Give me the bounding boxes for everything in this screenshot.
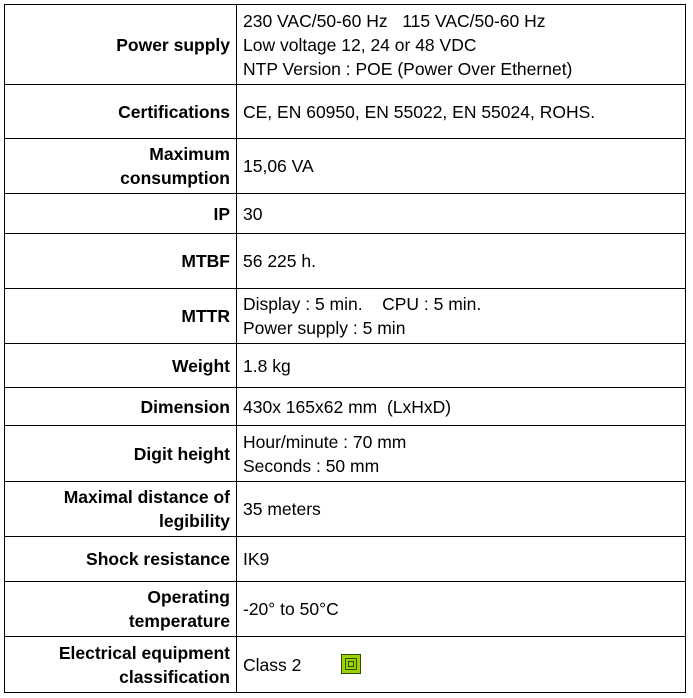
value-line: 56 225 h. — [243, 251, 316, 271]
row-label-dimension: Dimension — [5, 388, 237, 426]
row-value-certifications — [237, 85, 686, 139]
table-row — [5, 344, 686, 388]
value-line: Hour/minute : 70 mm — [243, 431, 407, 452]
value-line: Class 2 — [243, 654, 302, 675]
label-line: temperature — [128, 611, 230, 631]
row-value-mttr — [237, 289, 686, 344]
specifications-table — [4, 4, 686, 693]
row-value-power-supply — [237, 5, 686, 85]
value-line: 430x 165x62 mm (LxHxD) — [243, 396, 452, 417]
row-label-power-supply: Power supply — [5, 5, 237, 85]
value-line: 30 — [243, 203, 263, 224]
table-row — [5, 85, 686, 139]
value-line: 230 VAC/50-60 Hz 115 VAC/50-60 Hz — [243, 10, 546, 31]
row-value-mtbf — [237, 234, 686, 289]
table-row — [5, 289, 686, 344]
row-label-mttr: MTTR — [5, 289, 237, 344]
label-line: Maximal distance of — [63, 487, 230, 507]
value-line: Display : 5 min. CPU : 5 min. — [243, 294, 482, 314]
label-line: Operating — [147, 587, 230, 607]
table-row — [5, 482, 686, 537]
class-ii-double-insulation-icon — [341, 654, 361, 674]
row-value-maximum-consumption — [237, 139, 686, 194]
row-value-operating-temperature — [237, 582, 686, 637]
value-line: 1.8 kg — [243, 355, 291, 376]
row-value-digit-height — [237, 426, 686, 482]
value-line: IK9 — [243, 549, 270, 569]
value-line: 15,06 VA — [243, 156, 314, 176]
row-label-ip: IP — [5, 194, 237, 234]
label-line: Electrical equipment — [58, 642, 230, 663]
row-value-maximal-distance-of-legibility — [237, 482, 686, 537]
value-line: NTP Version : POE (Power Over Ethernet) — [243, 58, 573, 79]
value-line: Seconds : 50 mm — [243, 455, 380, 476]
value-line: Power supply : 5 min — [243, 318, 406, 338]
row-value-ip — [237, 194, 686, 234]
row-value-dimension — [237, 388, 686, 426]
value-line: Low voltage 12, 24 or 48 VDC — [243, 34, 477, 55]
table-row — [5, 426, 686, 482]
table-row — [5, 637, 686, 693]
table-row — [5, 537, 686, 582]
label-line: classification — [119, 666, 230, 687]
value-line: 35 meters — [243, 499, 321, 519]
row-label-maximum-consumption — [5, 139, 237, 194]
row-label-shock-resistance: Shock resistance — [5, 537, 237, 582]
table-row — [5, 5, 686, 85]
row-label-maximal-distance-of-legibility — [5, 482, 237, 537]
table-row — [5, 388, 686, 426]
row-value-electrical-equipment-classification — [237, 637, 686, 693]
table-row — [5, 582, 686, 637]
row-label-electrical-equipment-classification — [5, 637, 237, 693]
table-row — [5, 139, 686, 194]
table-row — [5, 234, 686, 289]
row-value-weight — [237, 344, 686, 388]
label-line: consumption — [120, 168, 230, 188]
label-line: legibility — [159, 511, 230, 531]
value-line: -20° to 50°C — [243, 599, 339, 619]
row-value-shock-resistance — [237, 537, 686, 582]
table-row — [5, 194, 686, 234]
row-label-certifications: Certifications — [5, 85, 237, 139]
row-label-weight: Weight — [5, 344, 237, 388]
row-label-digit-height: Digit height — [5, 426, 237, 482]
label-line: Maximum — [149, 144, 230, 164]
row-label-operating-temperature — [5, 582, 237, 637]
value-line: CE, EN 60950, EN 55022, EN 55024, ROHS. — [243, 101, 596, 122]
row-label-mtbf: MTBF — [5, 234, 237, 289]
